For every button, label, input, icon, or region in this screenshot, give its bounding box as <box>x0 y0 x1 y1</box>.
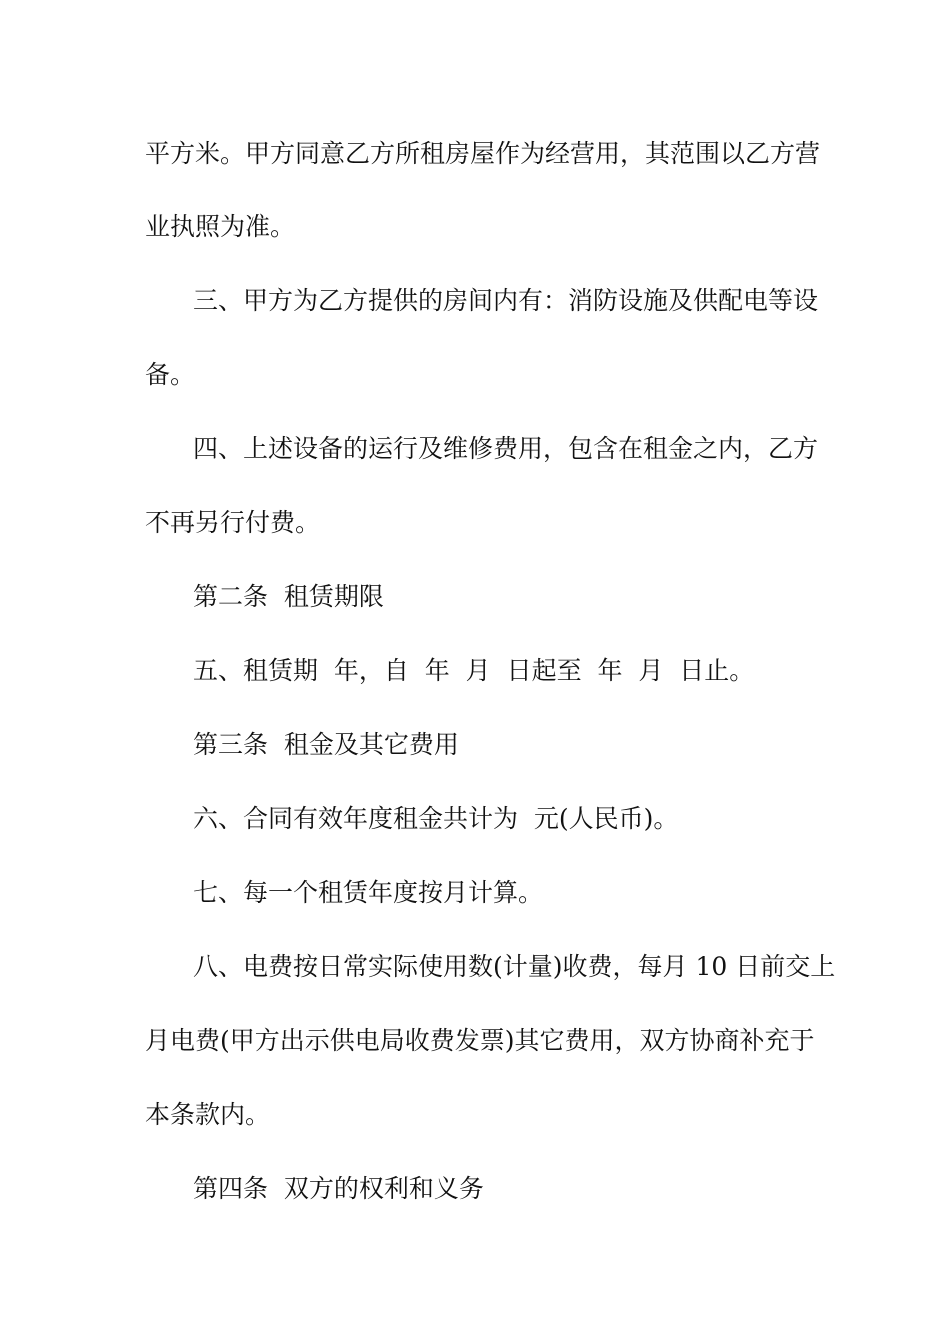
text-line: 不再另行付费。 <box>145 508 321 537</box>
text-line: 本条款内。 <box>145 1100 271 1129</box>
text-line: 五、租赁期 年，自 年 月 日起至 年 月 日止。 <box>193 656 755 685</box>
text-line: 四、上述设备的运行及维修费用，包含在租金之内，乙方 <box>193 434 819 463</box>
text-line: 月电费(甲方出示供电局收费发票)其它费用，双方协商补充于 <box>145 1026 815 1055</box>
text-line: 七、每一个租赁年度按月计算。 <box>193 878 544 907</box>
text-line: 三、甲方为乙方提供的房间内有：消防设施及供配电等设 <box>193 286 819 315</box>
text-line: 平方米。甲方同意乙方所租房屋作为经营用，其范围以乙方营 <box>145 139 821 168</box>
section-heading: 第四条 双方的权利和义务 <box>193 1174 484 1203</box>
section-heading: 第二条 租赁期限 <box>193 582 384 611</box>
text-line: 八、电费按日常实际使用数(计量)收费，每月 10 日前交上 <box>193 952 836 981</box>
section-heading: 第三条 租金及其它费用 <box>193 730 459 759</box>
text-line: 备。 <box>145 360 196 389</box>
text-line: 业执照为准。 <box>145 212 296 241</box>
text-line: 六、合同有效年度租金共计为 元(人民币)。 <box>193 804 679 833</box>
